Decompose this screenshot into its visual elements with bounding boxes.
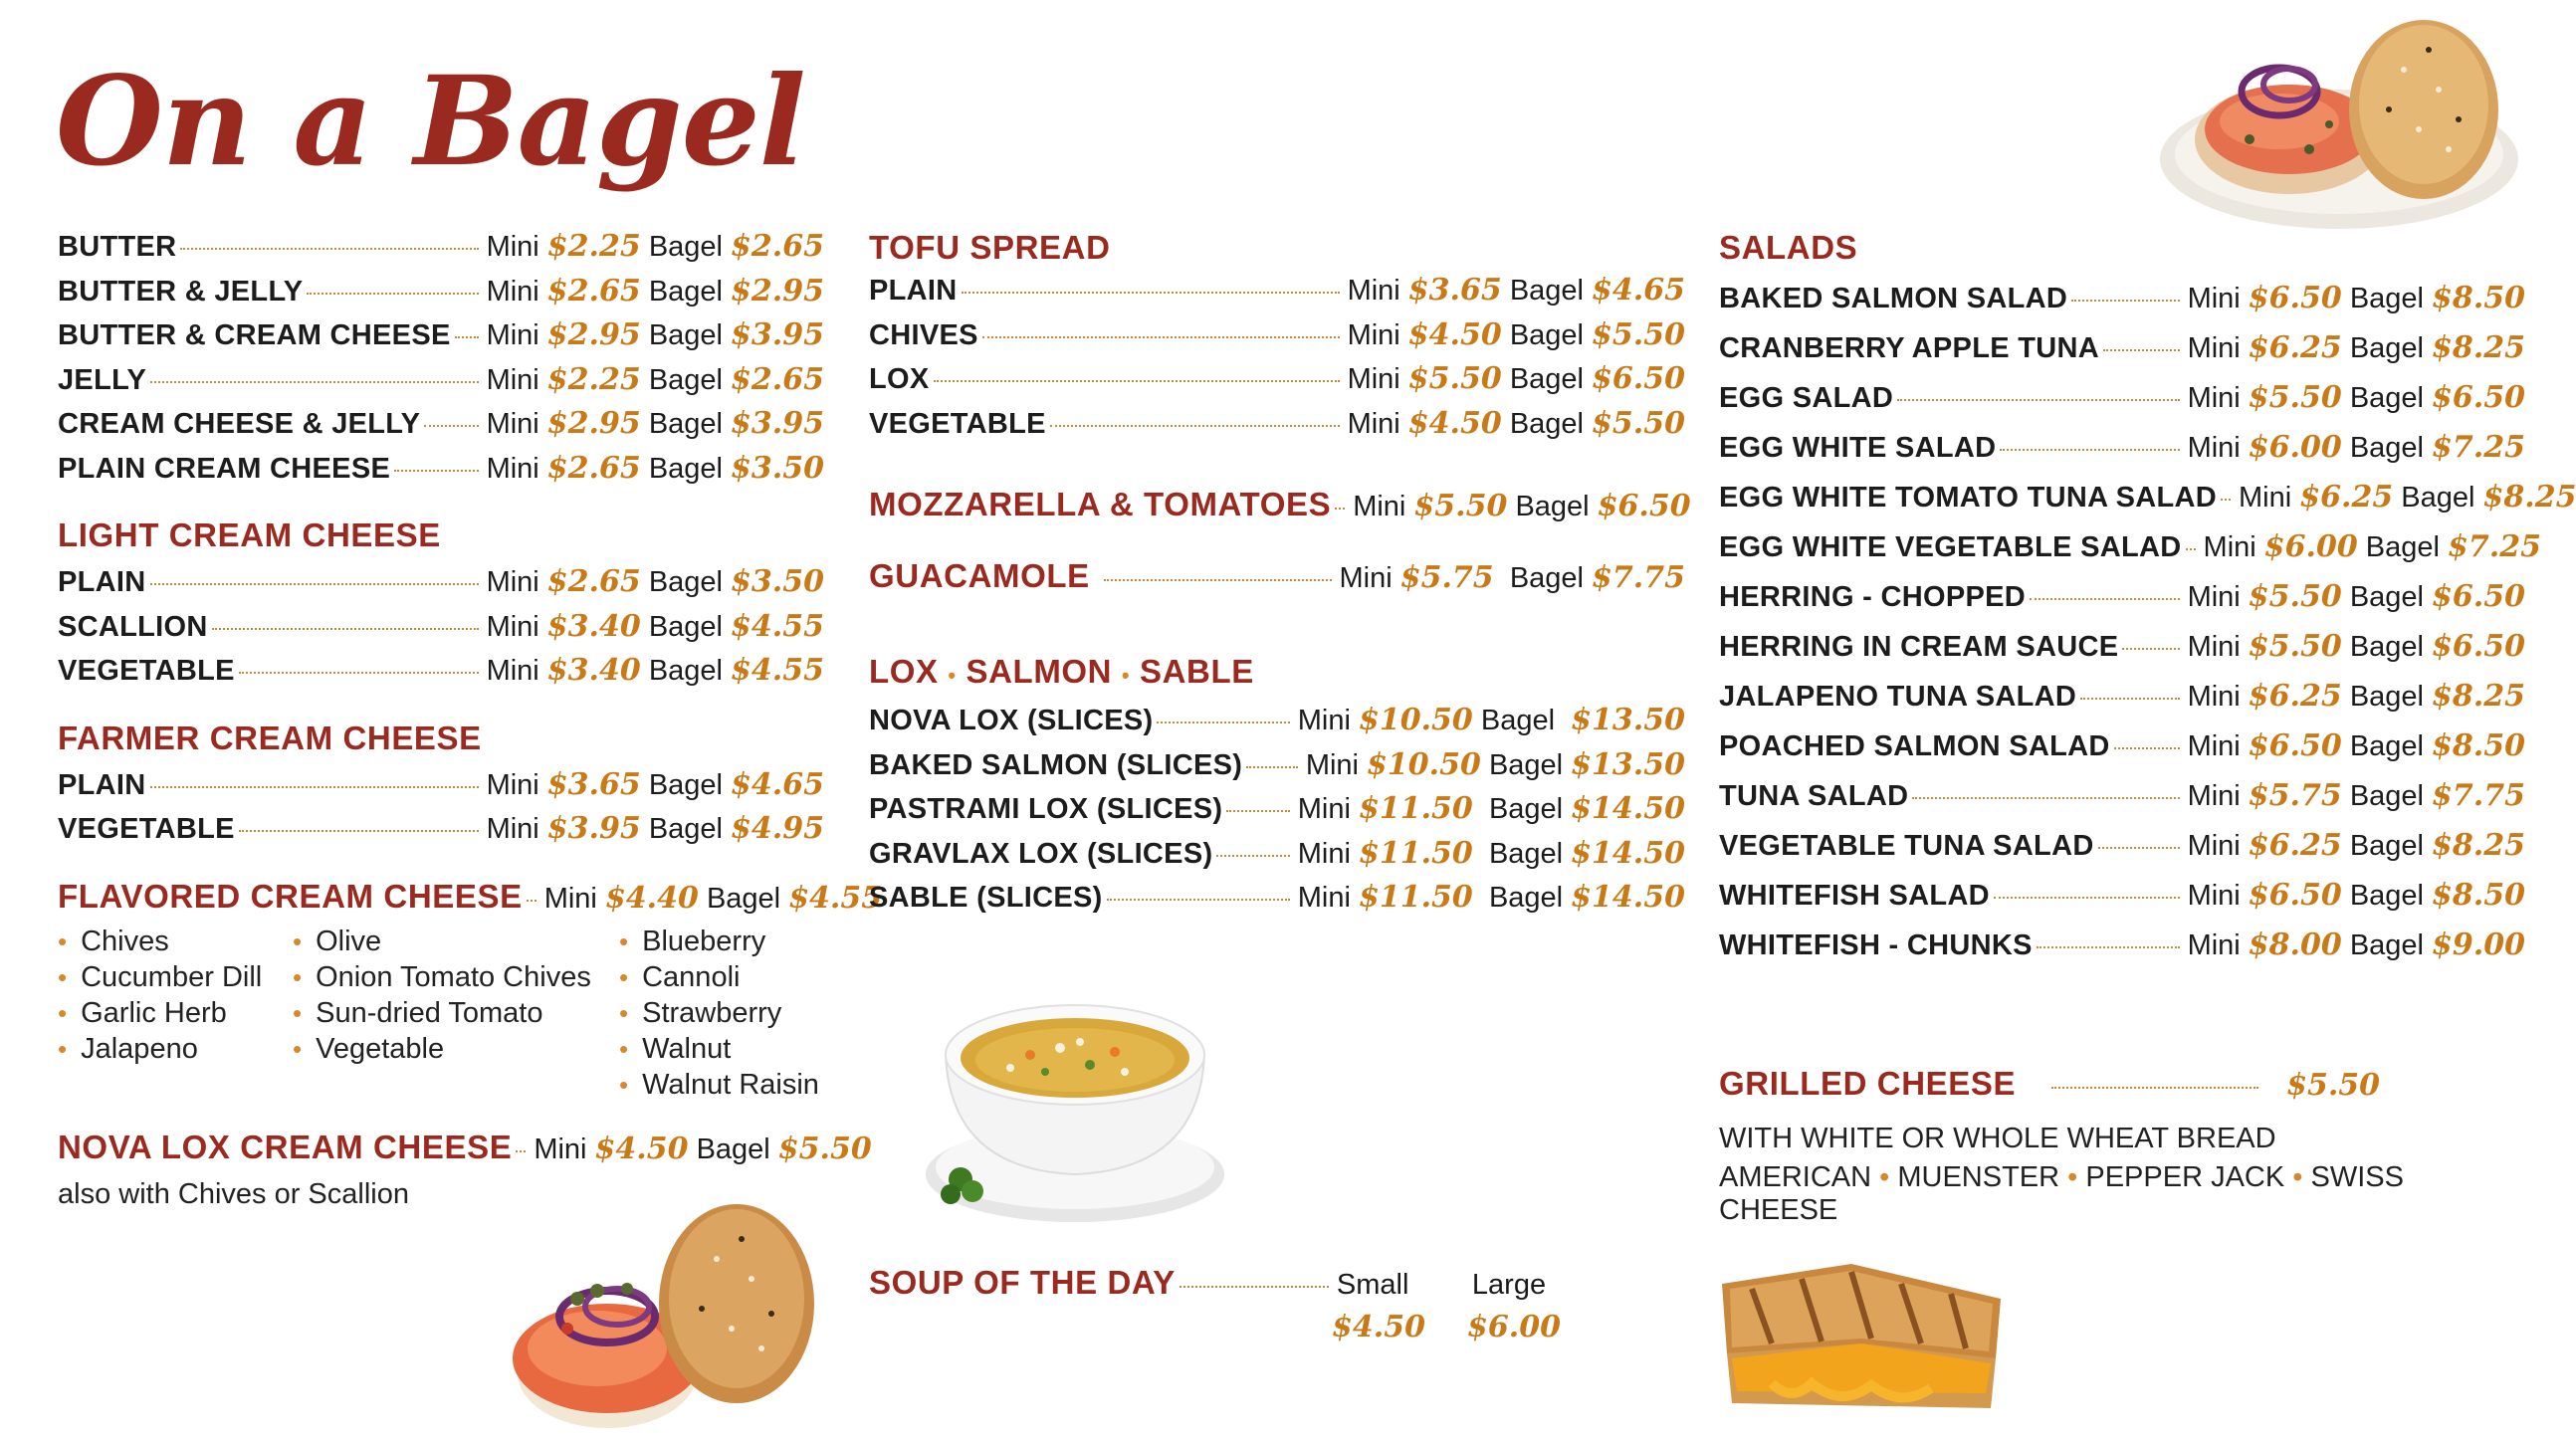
column-tofu-lox (869, 229, 1691, 925)
menu-item: BUTTER Mini $2.25 Bagel $2.65 (58, 229, 824, 264)
lox-bagel-plate-photo (2140, 10, 2528, 239)
page-title: On a Bagel (56, 50, 805, 194)
soup-bowl-photo (911, 980, 1229, 1234)
menu-item: SCALLION Mini $3.40 Bagel $4.55 (58, 608, 824, 644)
menu-item: POACHED SALMON SALAD Mini $6.50 Bagel $8.50 (1719, 728, 2525, 763)
menu-item: TUNA SALAD Mini $5.75 Bagel $7.75 (1719, 778, 2525, 813)
section-heading-guacamole: GUACAMOLE (869, 557, 1090, 594)
menu-item: VEGETABLE TUNA SALAD Mini $6.25 Bagel $8.25 (1719, 828, 2525, 863)
grilled-cheese-photo (1712, 1244, 2011, 1418)
soup-small-price: $4.50 (1332, 1310, 1425, 1344)
menu-item: EGG SALAD Mini $5.50 Bagel $6.50 (1719, 380, 2525, 415)
section-heading-salads: SALADS (1719, 229, 1858, 266)
flavor-item: • Walnut (619, 1032, 732, 1065)
flavor-item: • Garlic Herb (58, 996, 227, 1029)
menu-item: BUTTER & CREAM CHEESE Mini $2.95 Bagel $3.95 (58, 317, 824, 352)
menu-item: VEGETABLE Mini $3.40 Bagel $4.55 (58, 653, 824, 688)
flavor-item: • Walnut Raisin (619, 1068, 819, 1101)
menu-item: WHITEFISH SALAD Mini $6.50 Bagel $8.50 (1719, 878, 2525, 913)
nova-lox-note: also with Chives or Scallion (58, 1177, 409, 1210)
flavor-item: • Cannoli (619, 960, 741, 993)
plain-spreads-list (58, 229, 824, 495)
grilled-cheese-bread: WITH WHITE OR WHOLE WHEAT BREAD (1719, 1123, 2276, 1154)
mozzarella-row (869, 486, 1691, 523)
menu-item: GRAVLAX LOX (SLICES) Mini $11.50 Bagel $14.50 (869, 835, 1685, 871)
section-heading-flavored-cream-cheese: FLAVORED CREAM CHEESE (58, 877, 523, 915)
menu-item: NOVA LOX (SLICES) Mini $10.50 Bagel $13.50 (869, 703, 1685, 737)
menu-item: PLAIN Mini $2.65 Bagel $3.50 (58, 564, 824, 599)
menu-item: JALAPENO TUNA SALAD Mini $6.25 Bagel $8.25 (1719, 679, 2525, 714)
flavor-item: • Strawberry (619, 996, 782, 1029)
nova-lox-price: Mini $4.50 Bagel $5.50 (534, 1131, 872, 1166)
menu-item: JELLY Mini $2.25 Bagel $2.65 (58, 361, 824, 397)
menu-item: PLAIN Mini $3.65 Bagel $4.65 (869, 273, 1685, 308)
menu-item: EGG WHITE TOMATO TUNA SALAD Mini $6.25 Bagel $8.25 (1719, 480, 2576, 515)
soup-large-price: $6.00 (1467, 1310, 1561, 1344)
menu-item: EGG WHITE VEGETABLE SALAD Mini $6.00 Bagel $7.25 (1719, 529, 2541, 564)
flavor-item: • Onion Tomato Chives (293, 960, 591, 993)
soup-prices (1332, 1310, 1566, 1344)
guacamole-row (869, 557, 1685, 595)
section-heading-mozzarella: MOZZARELLA & TOMATOES (869, 486, 1332, 522)
flavor-column (58, 926, 293, 1105)
menu-item: BUTTER & JELLY Mini $2.65 Bagel $2.95 (58, 273, 824, 309)
menu-item: CRANBERRY APPLE TUNA Mini $6.25 Bagel $8.25 (1719, 330, 2525, 365)
menu-item: SABLE (SLICES) Mini $11.50 Bagel $14.50 (869, 880, 1685, 915)
soup-row (869, 1264, 1566, 1302)
menu-item: HERRING IN CREAM SAUCE Mini $5.50 Bagel $6.50 (1719, 629, 2525, 664)
menu-item: PLAIN Mini $3.65 Bagel $4.65 (58, 766, 824, 802)
menu-item: HERRING - CHOPPED Mini $5.50 Bagel $6.50 (1719, 579, 2525, 614)
grilled-cheese-options: AMERICAN • MUENSTER • PEPPER JACK • SWISS CHEESE (1719, 1161, 2404, 1226)
column-spreads (58, 229, 883, 1211)
menu-item: PASTRAMI LOX (SLICES) Mini $11.50 Bagel $14.50 (869, 791, 1685, 826)
soup-small-label: Small (1336, 1269, 1409, 1301)
menu-item: WHITEFISH - CHUNKS Mini $8.00 Bagel $9.00 (1719, 928, 2525, 962)
flavor-item: • Cucumber Dill (58, 960, 263, 993)
flavor-item: • Sun-dried Tomato (293, 996, 543, 1029)
section-heading-farmer-cream-cheese: FARMER CREAM CHEESE (58, 719, 482, 756)
flavor-item: • Jalapeno (58, 1032, 198, 1065)
grilled-cheese-price: $5.50 (2286, 1068, 2381, 1103)
menu-item: CHIVES Mini $4.50 Bagel $5.50 (869, 316, 1685, 352)
section-heading-lox: LOX • SALMON • SABLE (869, 653, 1254, 690)
menu-item: VEGETABLE Mini $3.95 Bagel $4.95 (58, 811, 824, 846)
flavor-item: • Vegetable (293, 1032, 445, 1065)
mozzarella-price: Mini $5.50 Bagel $6.50 (1353, 489, 1691, 523)
soup-large-label: Large (1471, 1269, 1547, 1301)
menu-item: CREAM CHEESE & JELLY Mini $2.95 Bagel $3.95 (58, 406, 824, 441)
menu-item: BAKED SALMON (SLICES) Mini $10.50 Bagel $13.50 (869, 746, 1685, 782)
lox-bagel-photo (498, 1199, 826, 1443)
section-heading-tofu-spread: TOFU SPREAD (869, 229, 1111, 266)
section-heading-nova-lox-cream-cheese: NOVA LOX CREAM CHEESE (58, 1128, 513, 1165)
column-salads (1719, 229, 2576, 1227)
soup-section (869, 1264, 1566, 1344)
section-heading-grilled-cheese: GRILLED CHEESE (1719, 1065, 2017, 1102)
grilled-cheese-row (1719, 1065, 2525, 1103)
menu-item: LOX Mini $5.50 Bagel $6.50 (869, 361, 1685, 396)
menu-item: EGG WHITE SALAD Mini $6.00 Bagel $7.25 (1719, 430, 2525, 465)
flavor-column (619, 926, 838, 1105)
flavor-column (293, 926, 619, 1105)
guacamole-price: Mini $5.75 Bagel $7.75 (1339, 560, 1685, 595)
flavored-price: Mini $4.40 Bagel $4.55 (543, 880, 883, 916)
menu-item: PLAIN CREAM CHEESE Mini $2.65 Bagel $3.50 (58, 450, 824, 486)
menu-item: BAKED SALMON SALAD Mini $6.50 Bagel $8.50 (1719, 281, 2525, 315)
flavored-cream-cheese-row (58, 877, 883, 916)
nova-lox-cream-cheese-row (58, 1128, 872, 1166)
flavor-item: • Blueberry (619, 925, 766, 957)
flavor-list (58, 926, 824, 1105)
section-heading-light-cream-cheese: LIGHT CREAM CHEESE (58, 516, 441, 553)
menu-item: VEGETABLE Mini $4.50 Bagel $5.50 (869, 405, 1685, 441)
flavor-item: • Chives (58, 925, 169, 957)
section-heading-soup: SOUP OF THE DAY (869, 1264, 1176, 1301)
flavor-item: • Olive (293, 925, 382, 957)
